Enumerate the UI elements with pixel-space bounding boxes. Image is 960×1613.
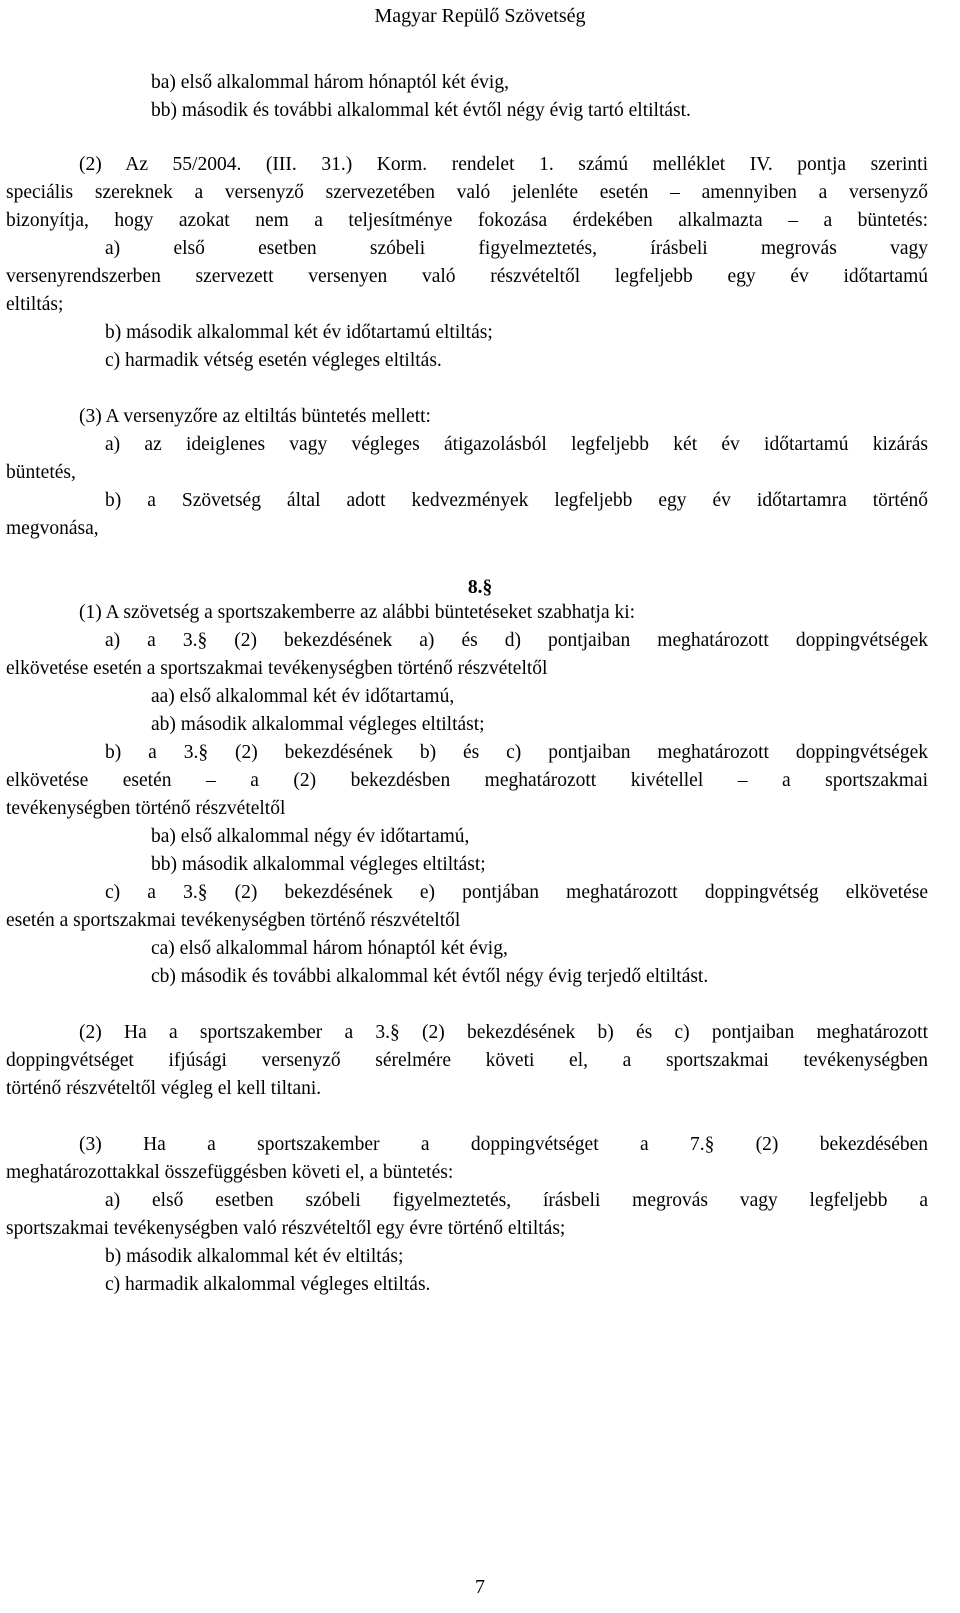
text-line: b) a 3.§ (2) bekezdésének b) és c) pontjaiban meghatározott doppingvétségek	[105, 742, 928, 763]
text-line: meghatározottakkal összefüggésben követi el, a büntetés:	[6, 1162, 454, 1183]
text-line: b) második alkalommal két év időtartamú eltiltás;	[105, 322, 493, 343]
text-line: ca) első alkalommal három hónaptól két évig,	[151, 938, 508, 959]
text-line: elkövetése esetén a sportszakmai tevékenységben történő részvételtől	[6, 658, 548, 679]
text-line: esetén a sportszakmai tevékenységben történő részvételtől	[6, 910, 461, 931]
text-line: történő részvételtől végleg el kell tiltani.	[6, 1078, 322, 1099]
text-line: c) harmadik alkalommal végleges eltiltás.	[105, 1274, 431, 1295]
text-line: bizonyítja, hogy azokat nem a teljesítménye fokozása érdekében alkalmazta – a büntetés:	[6, 210, 928, 231]
text-line: (1) A szövetség a sportszakemberre az alábbi büntetéseket szabhatja ki:	[79, 602, 636, 623]
page-number: 7	[475, 1576, 485, 1598]
text-line: versenyrendszerben szervezett versenyen való részvételtől legfeljebb egy év időtartamú	[6, 266, 928, 287]
text-line: b) a Szövetség által adott kedvezmények legfeljebb egy év időtartamra történő	[105, 490, 928, 511]
text-line: a) az ideiglenes vagy végleges átigazolásból legfeljebb két év időtartamú kizárás	[105, 434, 928, 455]
text-line: cb) második és további alkalommal két évtől négy évig terjedő eltiltást.	[151, 966, 709, 987]
text-line: tevékenységben történő részvételtől	[6, 798, 286, 819]
text-line: c) a 3.§ (2) bekezdésének e) pontjában meghatározott doppingvétség elkövetése	[105, 882, 928, 903]
text-line: sportszakmai tevékenységben való részvételtől egy évre történő eltiltás;	[6, 1218, 566, 1239]
text-line: ba) első alkalommal négy év időtartamú,	[151, 826, 470, 847]
text-line: (2) Az 55/2004. (III. 31.) Korm. rendelet 1. számú melléklet IV. pontja szerinti	[79, 154, 928, 175]
text-line: (3) A versenyzőre az eltiltás büntetés mellett:	[79, 406, 431, 427]
text-line: aa) első alkalommal két év időtartamú,	[151, 686, 455, 707]
text-line: b) második alkalommal két év eltiltás;	[105, 1246, 404, 1267]
text-line: c) harmadik vétség esetén végleges eltiltás.	[105, 350, 442, 371]
text-line: (2) Ha a sportszakember a 3.§ (2) bekezdésének b) és c) pontjaiban meghatározott	[79, 1022, 928, 1043]
text-line: bb) második és további alkalommal két évtől négy évig tartó eltiltást.	[151, 100, 691, 121]
text-line: eltiltás;	[6, 294, 64, 315]
text-line: ba) első alkalommal három hónaptól két évig,	[151, 72, 509, 93]
text-line: (3) Ha a sportszakember a doppingvétséget a 7.§ (2) bekezdésében	[79, 1134, 928, 1155]
running-header: Magyar Repülő Szövetség	[374, 5, 586, 27]
section-heading: 8.§	[467, 577, 493, 598]
text-line: a) első esetben szóbeli figyelmeztetés, írásbeli megrovás vagy legfeljebb a	[105, 1190, 928, 1211]
text-line: doppingvétséget ifjúsági versenyző sérelmére követi el, a sportszakmai tevékenységben	[6, 1050, 928, 1071]
text-line: ab) második alkalommal végleges eltiltást;	[151, 714, 485, 735]
text-line: büntetés,	[6, 462, 76, 483]
text-line: megvonása,	[6, 518, 99, 539]
text-line: elkövetése esetén – a (2) bekezdésben meghatározott kivétellel – a sportszakmai	[6, 770, 928, 791]
text-line: speciális szereknek a versenyző szervezetében való jelenléte esetén – amennyiben a versenyző	[6, 182, 928, 203]
text-line: a) a 3.§ (2) bekezdésének a) és d) pontjaiban meghatározott doppingvétségek	[105, 630, 928, 651]
text-line: bb) második alkalommal végleges eltiltást;	[151, 854, 486, 875]
text-line: a) első esetben szóbeli figyelmeztetés, írásbeli megrovás vagy	[105, 238, 928, 259]
